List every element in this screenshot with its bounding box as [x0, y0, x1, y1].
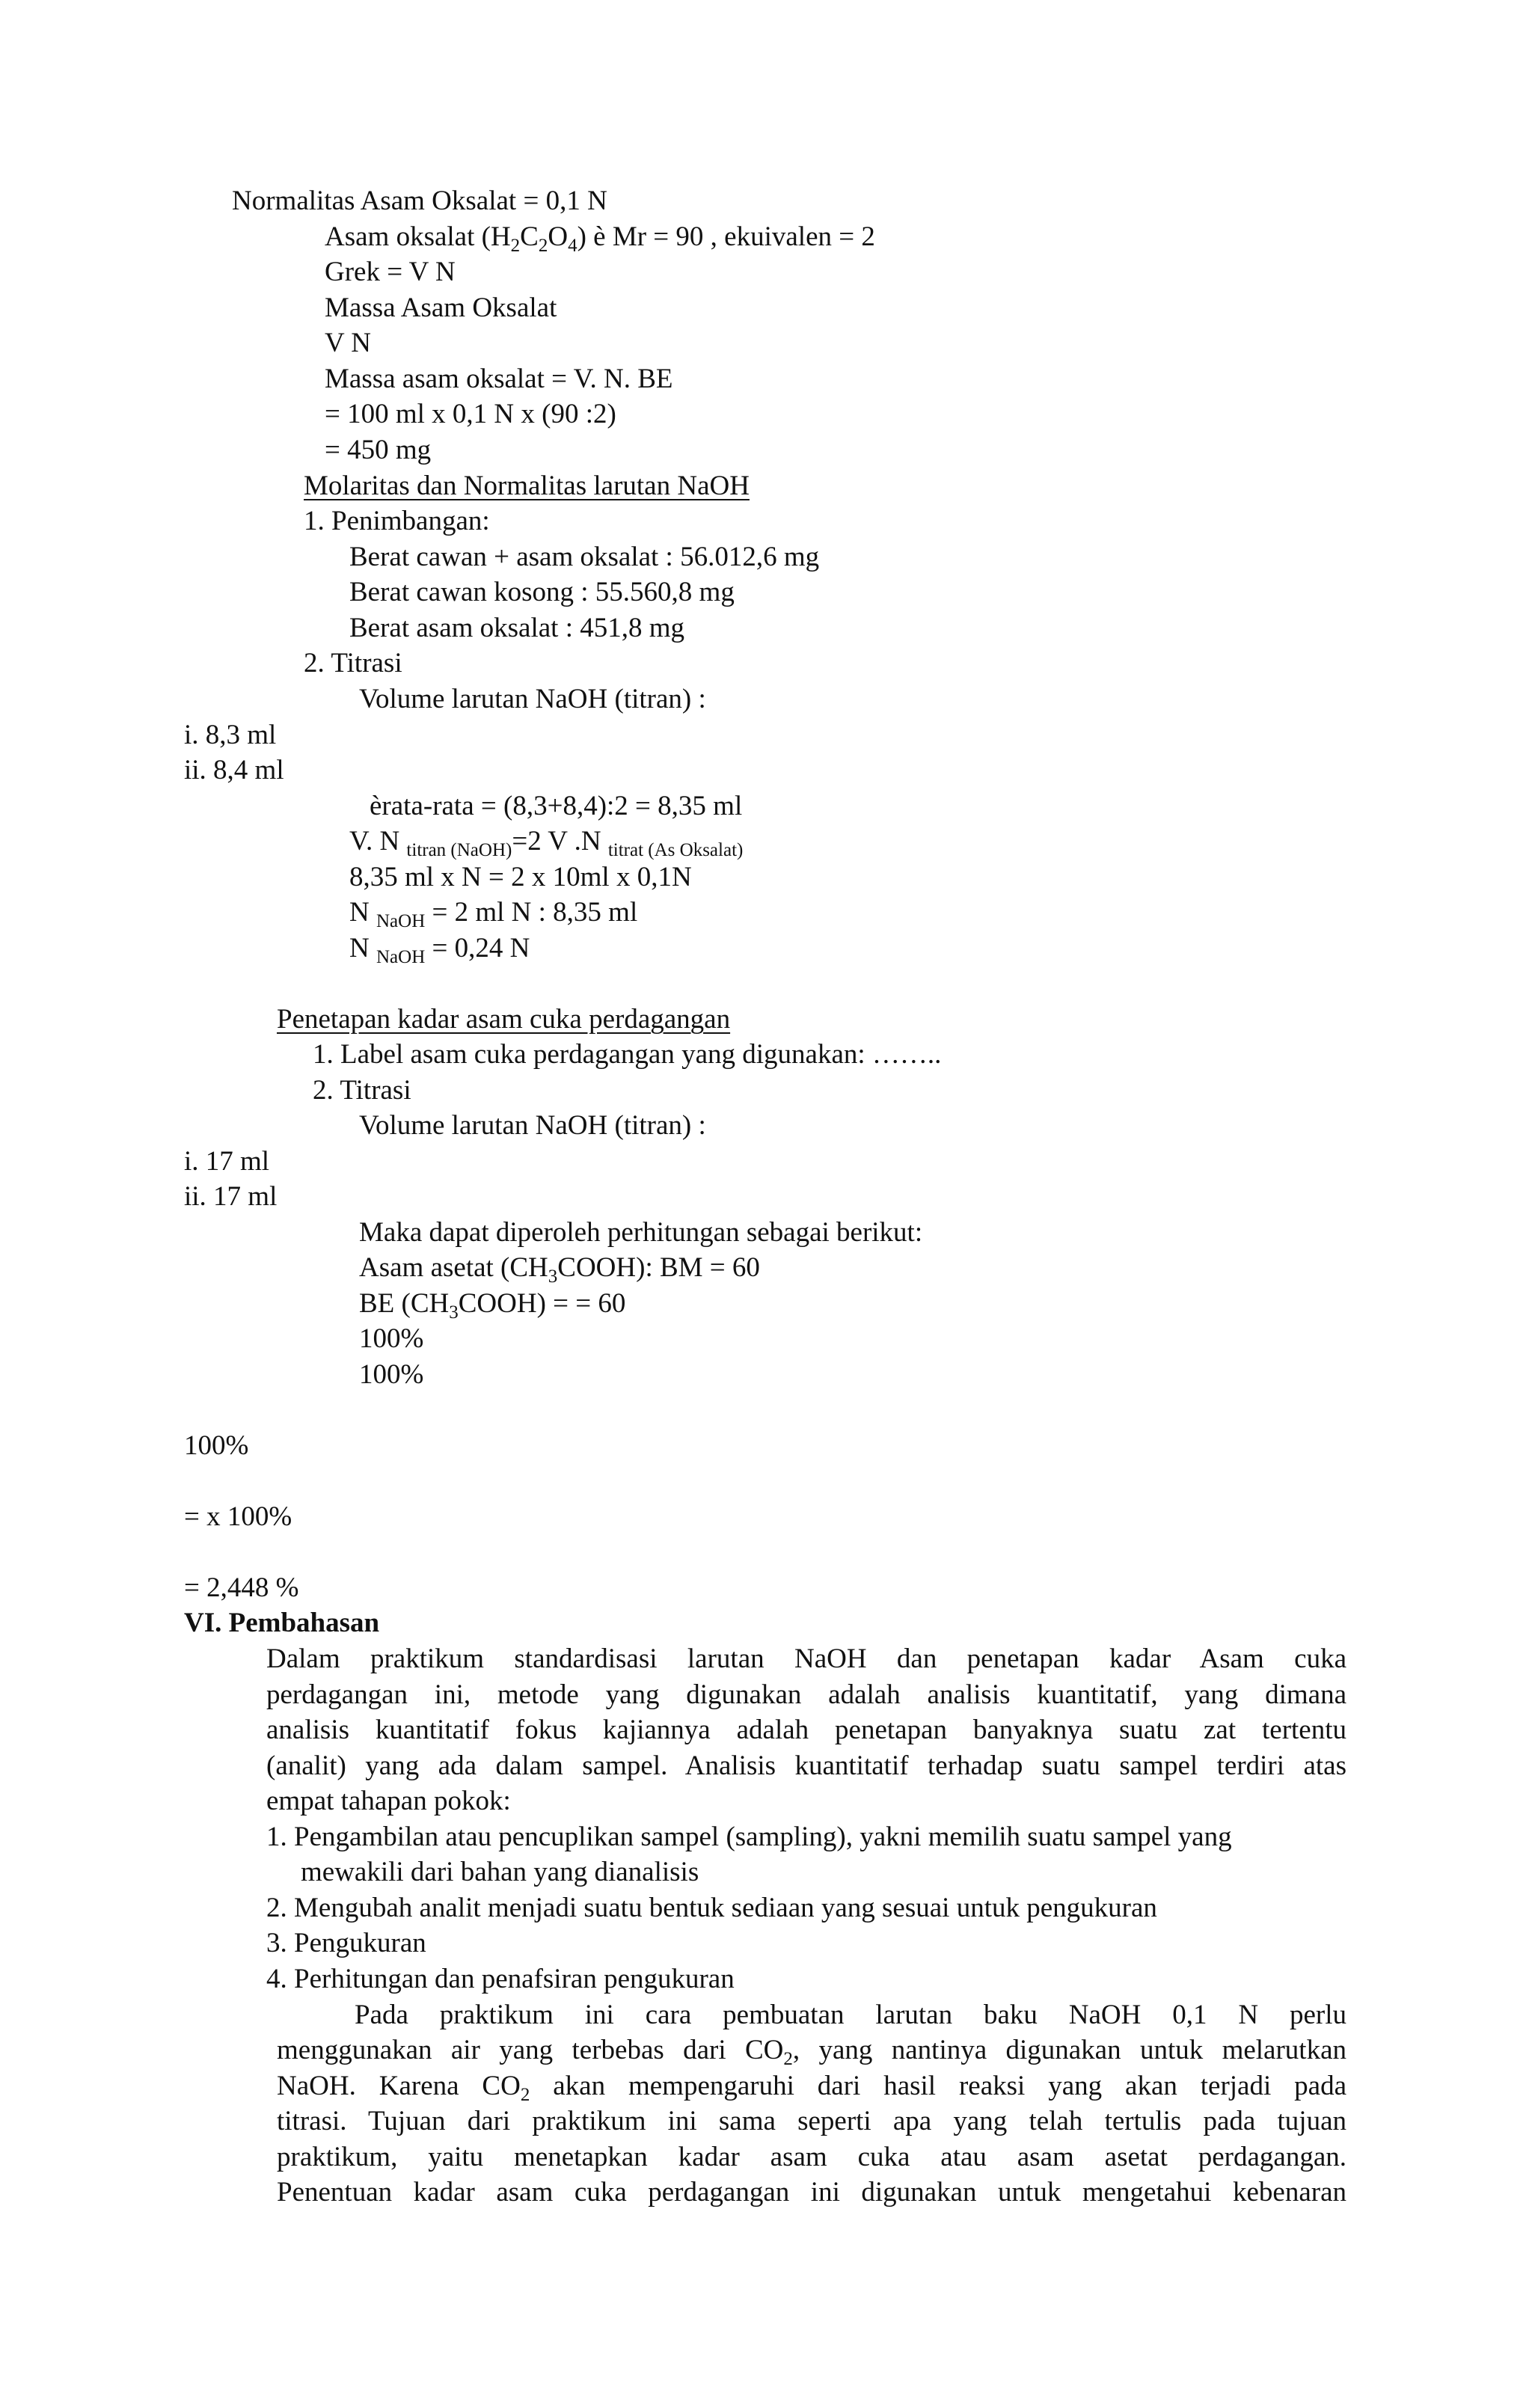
average-line: èrata-rata = (8,3+8,4):2 = 8,35 ml [370, 791, 743, 821]
paragraph-line: (analit) yang ada dalam sampel. Analisis kuantitatif terhadap suatu sampel terdiri atas [266, 1750, 1346, 1781]
list-item-2: 2. Mengubah analit menjadi suatu bentuk sediaan yang sesuai untuk pengukuran [266, 1893, 1157, 1923]
percent-line-3: 100% [184, 1430, 249, 1461]
percent-formula: = x 100% [184, 1501, 292, 1532]
titration-result-2: ii. 8,4 ml [184, 755, 284, 785]
volume-label: Volume larutan NaOH (titran) : [359, 684, 706, 714]
calc-intro: Maka dapat diperoleh perhitungan sebagai berikut: [359, 1217, 923, 1248]
list-item-penimbangan: 1. Penimbangan: [304, 506, 490, 536]
massa-result-line: = 450 mg [325, 435, 432, 465]
section-heading-cuka: Penetapan kadar asam cuka perdagangan [277, 1004, 731, 1035]
weight-line-3: Berat asam oksalat : 451,8 mg [349, 613, 685, 643]
paragraph-line: praktikum, yaitu menetapkan kadar asam cuka atau asam asetat perdagangan. [277, 2142, 1346, 2172]
paragraph-line: Dalam praktikum standardisasi larutan NaOH dan penetapan kadar Asam cuka [266, 1643, 1346, 1674]
section-heading-normalitas: Normalitas Asam Oksalat = 0,1 N [232, 186, 607, 216]
list-item-titrasi: 2. Titrasi [304, 648, 402, 678]
titration-result-1: i. 8,3 ml [184, 720, 277, 750]
percent-result: = 2,448 % [184, 1572, 299, 1603]
massa-label-line: Massa Asam Oksalat [325, 292, 557, 323]
paragraph-line: Pada praktikum ini cara pembuatan larutan baku NaOH 0,1 N perlu [355, 2000, 1346, 2030]
massa-formula-line: Massa asam oksalat = V. N. BE [325, 364, 673, 394]
paragraph-line: NaOH. Karena $CO_2$ akan mempengaruhi dari hasil reaksi yang akan terjadi pada [277, 2071, 1346, 2105]
paragraph-line: analisis kuantitatif fokus kajiannya adalah penetapan banyaknya suatu zat tertentu [266, 1715, 1346, 1745]
titration-result-3: i. 17 ml [184, 1146, 270, 1177]
paragraph-line: Penentuan kadar asam cuka perdagangan ini digunakan untuk mengetahui kebenaran [277, 2177, 1346, 2208]
percent-line-1: 100% [359, 1323, 424, 1354]
vn-line: V N [325, 328, 372, 358]
section-heading-naoh: Molaritas dan Normalitas larutan NaOH [304, 471, 750, 501]
list-item-1-cont: mewakili dari bahan yang dianalisis [301, 1857, 699, 1887]
paragraph-line: menggunakan air yang terbebas dari $CO_2$, yang nantinya digunakan untuk melarutkan [277, 2035, 1346, 2069]
paragraph-line: empat tahapan pokok: [266, 1786, 511, 1816]
grek-line: Grek = V N [325, 257, 456, 287]
paragraph-line: perdagangan ini, metode yang digunakan adalah analisis kuantitatif, yang dimana [266, 1679, 1346, 1710]
list-item-3: 3. Pengukuran [266, 1928, 426, 1958]
massa-calc-line: = 100 ml x 0,1 N x (90 :2) [325, 399, 616, 429]
list-item-1: 1. Pengambilan atau pencuplikan sampel (sampling), yakni memilih suatu sampel yang [266, 1822, 1232, 1852]
titration-result-4: ii. 17 ml [184, 1181, 278, 1212]
weight-line-1: Berat cawan + asam oksalat : 56.012,6 mg [349, 542, 820, 572]
asam-oksalat-formula-line: Asam oksalat $(H_2C_2O_4)$ è Mr = 90 , ekuivalen = 2 [325, 221, 875, 256]
paragraph-line: titrasi. Tujuan dari praktikum ini sama seperti apa yang telah tertulis pada tujuan [277, 2106, 1346, 2136]
volume-label-2: Volume larutan NaOH (titran) : [359, 1110, 706, 1141]
section-heading-pembahasan: VI. Pembahasan [184, 1608, 380, 1638]
asam-asetat-line: Asam asetat $(CH_3COOH)$: BM = 60 [359, 1252, 760, 1287]
list-item-4: 4. Perhitungan dan penafsiran pengukuran [266, 1964, 735, 1994]
be-line: BE $(CH_3COOH)$ = = 60 [359, 1288, 626, 1323]
equivalence-equation: V. N $_{titran (NaOH)}$=2 V .N $_{titrat (As Oksalat)}$ [349, 826, 744, 860]
percent-line-2: 100% [359, 1359, 424, 1390]
equation-line-4: N $_{NaOH}$ = 0,24 N [349, 933, 530, 967]
equation-line-2: 8,35 ml x N = 2 x 10ml x 0,1N [349, 862, 692, 892]
weight-line-2: Berat cawan kosong : 55.560,8 mg [349, 577, 735, 607]
list-item-label: 1. Label asam cuka perdagangan yang digunakan: …….. [313, 1039, 942, 1070]
equation-line-3: N $_{NaOH}$ = 2 ml N : 8,35 ml [349, 897, 638, 931]
list-item-titrasi-2: 2. Titrasi [313, 1075, 411, 1106]
